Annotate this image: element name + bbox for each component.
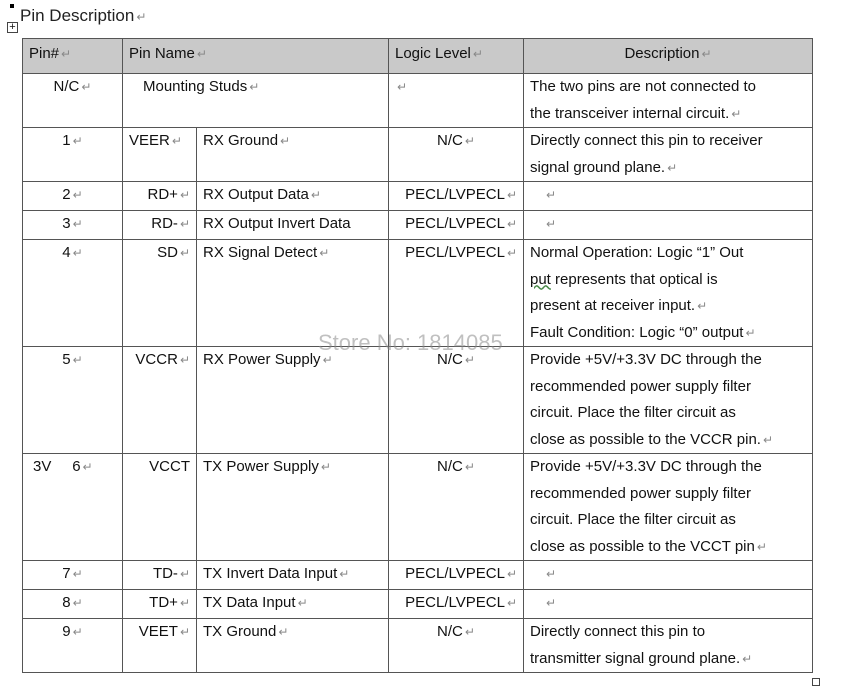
description-cell: ↵	[524, 590, 813, 619]
table-row	[23, 347, 813, 454]
symbol-cell: TD- ↵	[123, 561, 197, 590]
table-row	[23, 74, 813, 128]
symbol-cell: VCCT	[123, 454, 197, 561]
header-logic-level: Logic Level ↵	[389, 39, 524, 74]
logic-cell: N/C ↵	[389, 619, 524, 673]
logic-cell: PECL/LVPECL ↵	[389, 211, 524, 240]
pin-cell: 1 ↵	[23, 128, 123, 182]
table-row	[23, 211, 813, 240]
pin-name-cell: TX Ground ↵	[197, 619, 389, 673]
table-resize-handle-icon[interactable]	[812, 678, 820, 686]
table-row	[23, 619, 813, 673]
table-row	[23, 590, 813, 619]
logic-cell: PECL/LVPECL ↵	[389, 240, 524, 347]
cursor-marker	[10, 4, 14, 8]
pin-cell: N/C ↵	[23, 74, 123, 128]
description-cell: ↵	[524, 211, 813, 240]
pin-cell: 3 ↵	[23, 211, 123, 240]
table-row	[23, 240, 813, 347]
pin-name-cell: TX Power Supply ↵	[197, 454, 389, 561]
page-heading: Pin Description ↵	[20, 6, 147, 25]
symbol-cell: RD+ ↵	[123, 182, 197, 211]
description-cell: Directly connect this pin to receiver signal ground plane. ↵	[524, 128, 813, 182]
pin-description-table	[22, 38, 813, 673]
pin-name-cell: TX Data Input ↵	[197, 590, 389, 619]
header-pin-name: Pin Name ↵	[123, 39, 389, 74]
pin-cell: 5 ↵	[23, 347, 123, 454]
description-cell: Provide +5V/+3.3V DC through the recommended power supply filter circuit. Place the filter circuit as close as possible to the VCCR pin. ↵	[524, 347, 813, 454]
description-cell: ↵	[524, 561, 813, 590]
header-description: Description ↵	[524, 39, 813, 74]
pin-name-cell: RX Ground ↵	[197, 128, 389, 182]
description-cell: Normal Operation: Logic “1” Out put represents that optical is present at receiver input. ↵ Fault Condition: Logic “0” output ↵	[524, 240, 813, 347]
pin-cell: 8 ↵	[23, 590, 123, 619]
header-pin: Pin# ↵	[23, 39, 123, 74]
table-row	[23, 561, 813, 590]
symbol-cell: VCCR ↵	[123, 347, 197, 454]
store-watermark: Store No: 1814085	[318, 330, 503, 355]
pin-cell: 9 ↵	[23, 619, 123, 673]
description-cell: Directly connect this pin to transmitter signal ground plane. ↵	[524, 619, 813, 673]
pin-name-cell: TX Invert Data Input ↵	[197, 561, 389, 590]
logic-cell: N/C ↵	[389, 347, 524, 454]
pin-name-cell: RX Power Supply ↵	[197, 347, 389, 454]
pin-name-cell: Mounting Studs ↵	[123, 74, 389, 128]
symbol-cell: TD+ ↵	[123, 590, 197, 619]
logic-cell: ↵	[389, 74, 524, 128]
table-row	[23, 454, 813, 561]
description-cell: ↵	[524, 182, 813, 211]
description-cell: The two pins are not connected to the transceiver internal circuit. ↵	[524, 74, 813, 128]
table-row	[23, 128, 813, 182]
pin-name-cell: RX Output Invert Data	[197, 211, 389, 240]
pin-cell: 4 ↵	[23, 240, 123, 347]
symbol-cell: SD ↵	[123, 240, 197, 347]
table-move-handle-icon[interactable]: +	[7, 22, 18, 33]
logic-cell: PECL/LVPECL ↵	[389, 182, 524, 211]
logic-cell: N/C ↵	[389, 454, 524, 561]
symbol-cell: RD- ↵	[123, 211, 197, 240]
pin-name-cell: RX Output Data ↵	[197, 182, 389, 211]
logic-cell: N/C ↵	[389, 128, 524, 182]
logic-cell: PECL/LVPECL ↵	[389, 590, 524, 619]
spelling-underline: put	[530, 270, 551, 288]
description-cell: Provide +5V/+3.3V DC through the recommended power supply filter circuit. Place the filter circuit as close as possible to the VCCT pin ↵	[524, 454, 813, 561]
pin-cell: 2 ↵	[23, 182, 123, 211]
symbol-cell: VEER ↵	[123, 128, 197, 182]
pin-cell: 3V 6 ↵	[23, 454, 123, 561]
table-row	[23, 182, 813, 211]
pin-cell: 7 ↵	[23, 561, 123, 590]
logic-cell: PECL/LVPECL ↵	[389, 561, 524, 590]
pin-name-cell: RX Signal Detect ↵	[197, 240, 389, 347]
table-header-row	[23, 39, 813, 74]
symbol-cell: VEET ↵	[123, 619, 197, 673]
